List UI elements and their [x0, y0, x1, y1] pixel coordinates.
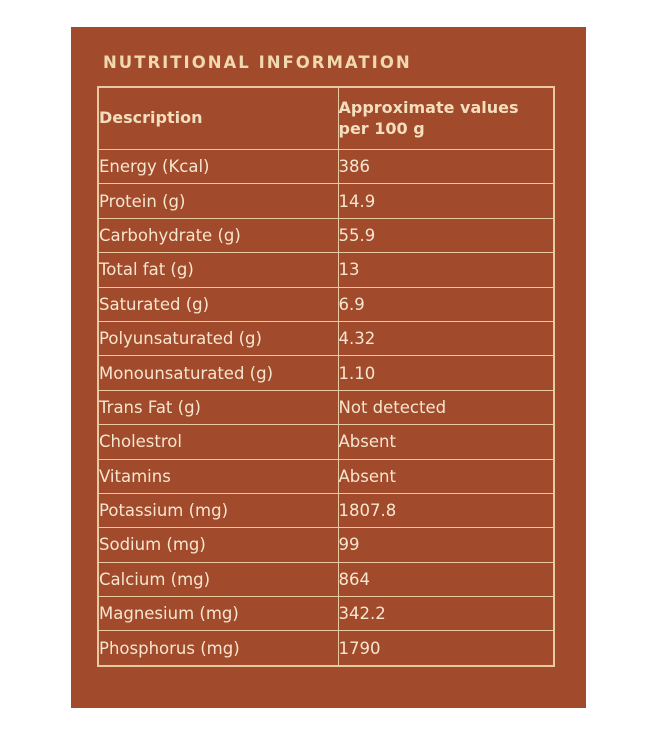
nutrient-name: Energy (Kcal)	[98, 150, 338, 184]
nutrient-value: Absent	[338, 425, 554, 459]
nutrient-value: 342.2	[338, 597, 554, 631]
nutrient-value: Not detected	[338, 390, 554, 424]
table-row	[98, 459, 554, 493]
nutrient-value: 1.10	[338, 356, 554, 390]
nutrient-value: 1807.8	[338, 493, 554, 527]
table-row	[98, 493, 554, 527]
table-header-row	[98, 87, 554, 150]
nutrient-value: 13	[338, 253, 554, 287]
nutrient-name: Protein (g)	[98, 184, 338, 218]
table-row	[98, 321, 554, 355]
table-row	[98, 356, 554, 390]
header-description: Description	[98, 87, 338, 150]
table-row	[98, 390, 554, 424]
header-values: Approximate values per 100 g	[338, 87, 554, 150]
nutrient-name: Saturated (g)	[98, 287, 338, 321]
nutrient-name: Potassium (mg)	[98, 493, 338, 527]
nutrient-name: Total fat (g)	[98, 253, 338, 287]
nutrient-name: Vitamins	[98, 459, 338, 493]
nutrient-name: Carbohydrate (g)	[98, 218, 338, 252]
nutrient-value: Absent	[338, 459, 554, 493]
nutrient-value: 14.9	[338, 184, 554, 218]
table-row	[98, 218, 554, 252]
nutrient-value: 1790	[338, 631, 554, 666]
nutrition-table	[97, 86, 555, 667]
table-row	[98, 597, 554, 631]
table-row	[98, 287, 554, 321]
nutrient-value: 6.9	[338, 287, 554, 321]
nutrient-name: Monounsaturated (g)	[98, 356, 338, 390]
nutrient-name: Polyunsaturated (g)	[98, 321, 338, 355]
nutrient-name: Trans Fat (g)	[98, 390, 338, 424]
nutrient-name: Calcium (mg)	[98, 562, 338, 596]
table-row	[98, 184, 554, 218]
nutrient-name: Cholestrol	[98, 425, 338, 459]
nutrient-value: 99	[338, 528, 554, 562]
table-row	[98, 150, 554, 184]
nutrition-panel	[71, 27, 586, 708]
nutrient-name: Magnesium (mg)	[98, 597, 338, 631]
table-row	[98, 631, 554, 666]
nutrient-value: 55.9	[338, 218, 554, 252]
table-row	[98, 425, 554, 459]
table-row	[98, 253, 554, 287]
table-row	[98, 528, 554, 562]
nutrient-name: Phosphorus (mg)	[98, 631, 338, 666]
nutrient-value: 4.32	[338, 321, 554, 355]
nutrient-value: 864	[338, 562, 554, 596]
nutrient-value: 386	[338, 150, 554, 184]
panel-title: NUTRITIONAL INFORMATION	[103, 53, 412, 72]
nutrient-name: Sodium (mg)	[98, 528, 338, 562]
table-row	[98, 562, 554, 596]
